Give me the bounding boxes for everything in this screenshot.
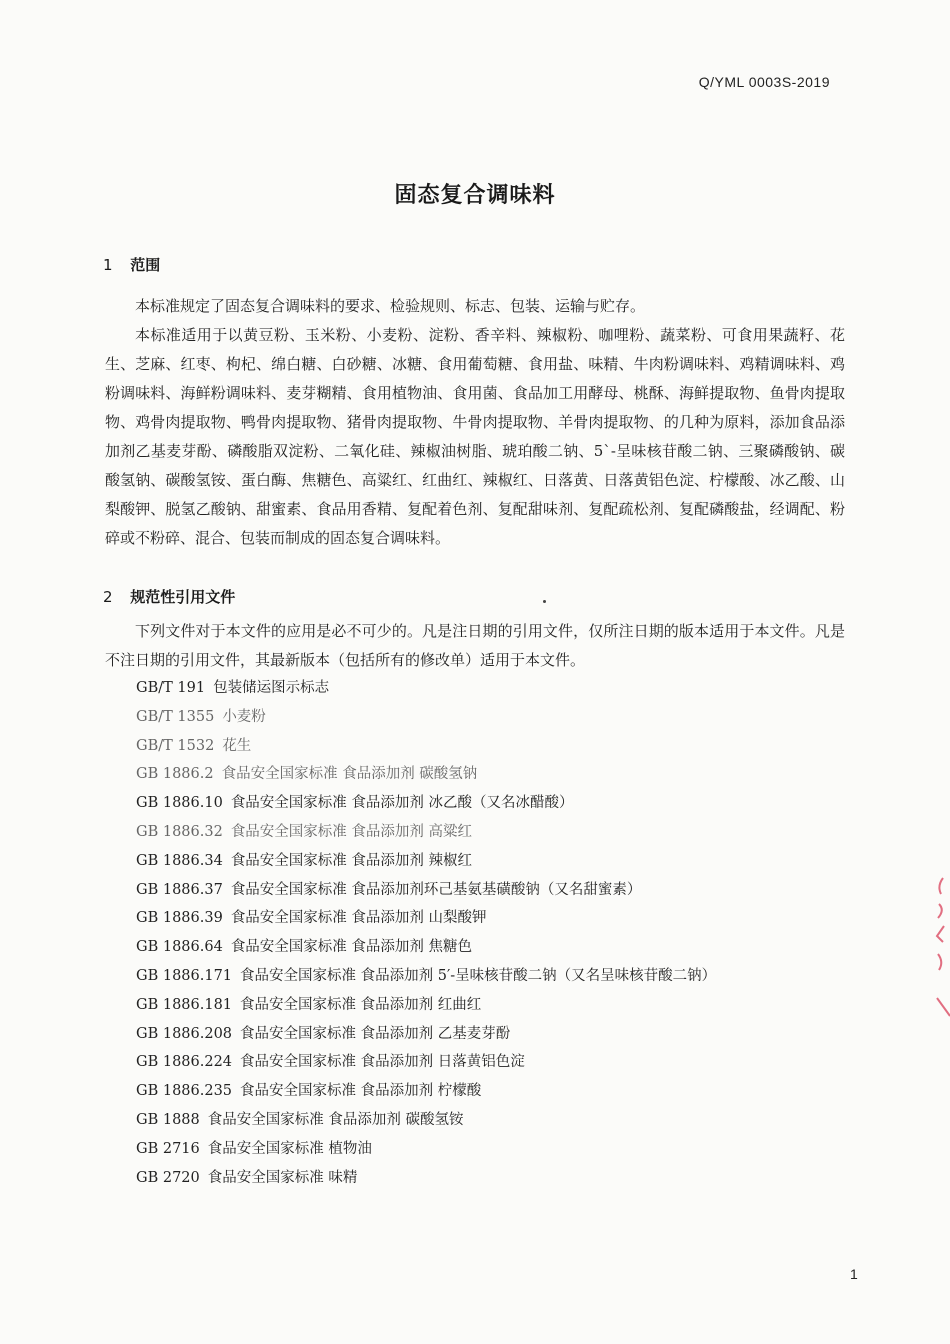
seal-strokes [937,878,950,1016]
reference-item [136,1164,836,1193]
section-title: 范围 [130,256,161,274]
reference-item [136,732,836,761]
reference-title: 食品安全国家标准 味精 [207,1169,358,1186]
reference-item [136,1077,836,1106]
seal-stroke [938,904,942,918]
reference-code: GB 1888 [136,1111,200,1128]
reference-title: 食品安全国家标准 植物油 [207,1140,372,1157]
seal-stroke [938,954,941,970]
seal-stroke [937,926,944,942]
reference-title: 花生 [222,737,252,754]
red-seal-edge-stamp [925,870,950,1020]
reference-title: 食品安全国家标准 食品添加剂 碳酸氢钠 [221,766,478,783]
reference-code: GB 1886.224 [136,1054,233,1071]
reference-code: GB/T 1355 [136,708,215,725]
reference-title: 食品安全国家标准 食品添加剂 辣椒红 [230,852,473,869]
reference-item [136,1048,836,1077]
section-number: 1 [103,256,113,274]
section-1-heading [103,254,160,275]
reference-item [136,818,836,847]
page-number: 1 [850,1266,858,1282]
seal-stroke [939,878,943,894]
reference-code: GB 1886.171 [136,967,233,984]
reference-list [136,674,836,1192]
reference-code: GB 1886.32 [136,823,223,840]
reference-item [136,789,836,818]
reference-code: GB 1886.34 [136,852,223,869]
reference-title: 小麦粉 [222,708,266,725]
reference-code: GB 2720 [136,1169,200,1186]
scope-paragraph-2: 本标准适用于以黄豆粉、玉米粉、小麦粉、淀粉、香辛料、辣椒粉、咖哩粉、蔬菜粉、可食用果蔬籽、花生、芝麻、红枣、枸杞、绵白糖、白砂糖、冰糖、食用葡萄糖、食用盐、味精、牛肉粉调味料、鸡精调味料、鸡粉调味料、海鲜粉调味料、麦芽糊精、食用植物油、食用菌、食品加工用酵母、桃酥、海鲜提取物、鱼骨肉提取物、鸡骨肉提取物、鸭骨肉提取物、猪骨肉提取物、牛骨肉提取物、羊骨肉提取物、的几种为原料，添加食品添加剂乙基麦芽酚、磷酸脂双淀粉、二氧化硅、辣椒油树脂、琥珀酸二钠、5`-呈味核苷酸二钠、三聚磷酸钠、碳酸氢钠、碳酸氢铵、蛋白酶、焦糖色、高粱红、红曲红、辣椒红、日落黄、日落黄铝色淀、柠檬酸、冰乙酸、山梨酸钾、脱氢乙酸钠、甜蜜素、食品用香精、复配着色剂、复配甜味剂、复配疏松剂、复配磷酸盐，经调配、粉碎或不粉碎、混合、包装而制成的固态复合调味料。 [105,326,845,547]
reference-code: GB 1886.208 [136,1025,233,1042]
document-code: Q/YML 0003S-2019 [698,74,830,90]
reference-title: 食品安全国家标准 食品添加剂 焦糖色 [230,939,473,956]
reference-code: GB 1886.39 [136,910,223,927]
reference-code: GB 1886.37 [136,881,223,898]
reference-code: GB 1886.235 [136,1083,233,1100]
scan-speck [543,600,546,603]
reference-item [136,991,836,1020]
reference-item [136,847,836,876]
reference-item [136,904,836,933]
reference-item [136,703,836,732]
reference-code: GB 1886.10 [136,795,223,812]
section-2-heading [103,586,235,607]
reference-code: GB 2716 [136,1140,200,1157]
reference-title: 食品安全国家标准 食品添加剂 乙基麦芽酚 [240,1025,511,1042]
reference-item [136,933,836,962]
reference-item [136,674,836,703]
reference-code: GB/T 191 [136,680,206,696]
scope-paragraph-1: 本标准规定了固态复合调味料的要求、检验规则、标志、包装、运输与贮存。 [135,297,646,315]
section-number: 2 [103,588,113,606]
document-title: 固态复合调味料 [394,183,556,208]
reference-item [136,760,836,789]
reference-title: 食品安全国家标准 食品添加剂 红曲红 [240,996,482,1013]
reference-title: 食品安全国家标准 食品添加剂 冰乙酸（又名冰醋酸） [230,795,574,812]
reference-item [136,1106,836,1135]
reference-title: 食品安全国家标准 食品添加剂 碳酸氢铵 [207,1111,464,1128]
reference-title: 包装储运图示标志 [213,680,330,696]
reference-item [136,876,836,905]
section-title: 规范性引用文件 [130,588,236,606]
reference-code: GB 1886.64 [136,939,223,956]
reference-item [136,962,836,991]
reference-title: 食品安全国家标准 食品添加剂 柠檬酸 [240,1083,482,1100]
seal-stroke [937,998,950,1016]
reference-item [136,1020,836,1049]
reference-title: 食品安全国家标准 食品添加剂环己基氨基磺酸钠（又名甜蜜素） [230,881,642,898]
reference-item [136,1135,836,1164]
reference-code: GB 1886.181 [136,996,233,1013]
reference-title: 食品安全国家标准 食品添加剂 5′-呈味核苷酸二钠（又名呈味核苷酸二钠） [240,967,717,984]
reference-title: 食品安全国家标准 食品添加剂 高粱红 [230,823,473,840]
reference-code: GB 1886.2 [136,766,214,783]
reference-title: 食品安全国家标准 食品添加剂 山梨酸钾 [230,910,487,927]
reference-code: GB/T 1532 [136,737,215,754]
reference-title: 食品安全国家标准 食品添加剂 日落黄铝色淀 [240,1054,525,1071]
normative-references-paragraph: 下列文件对于本文件的应用是必不可少的。凡是注日期的引用文件，仅所注日期的版本适用于本文件。凡是不注日期的引用文件，其最新版本（包括所有的修改单）适用于本文件。 [105,622,845,669]
